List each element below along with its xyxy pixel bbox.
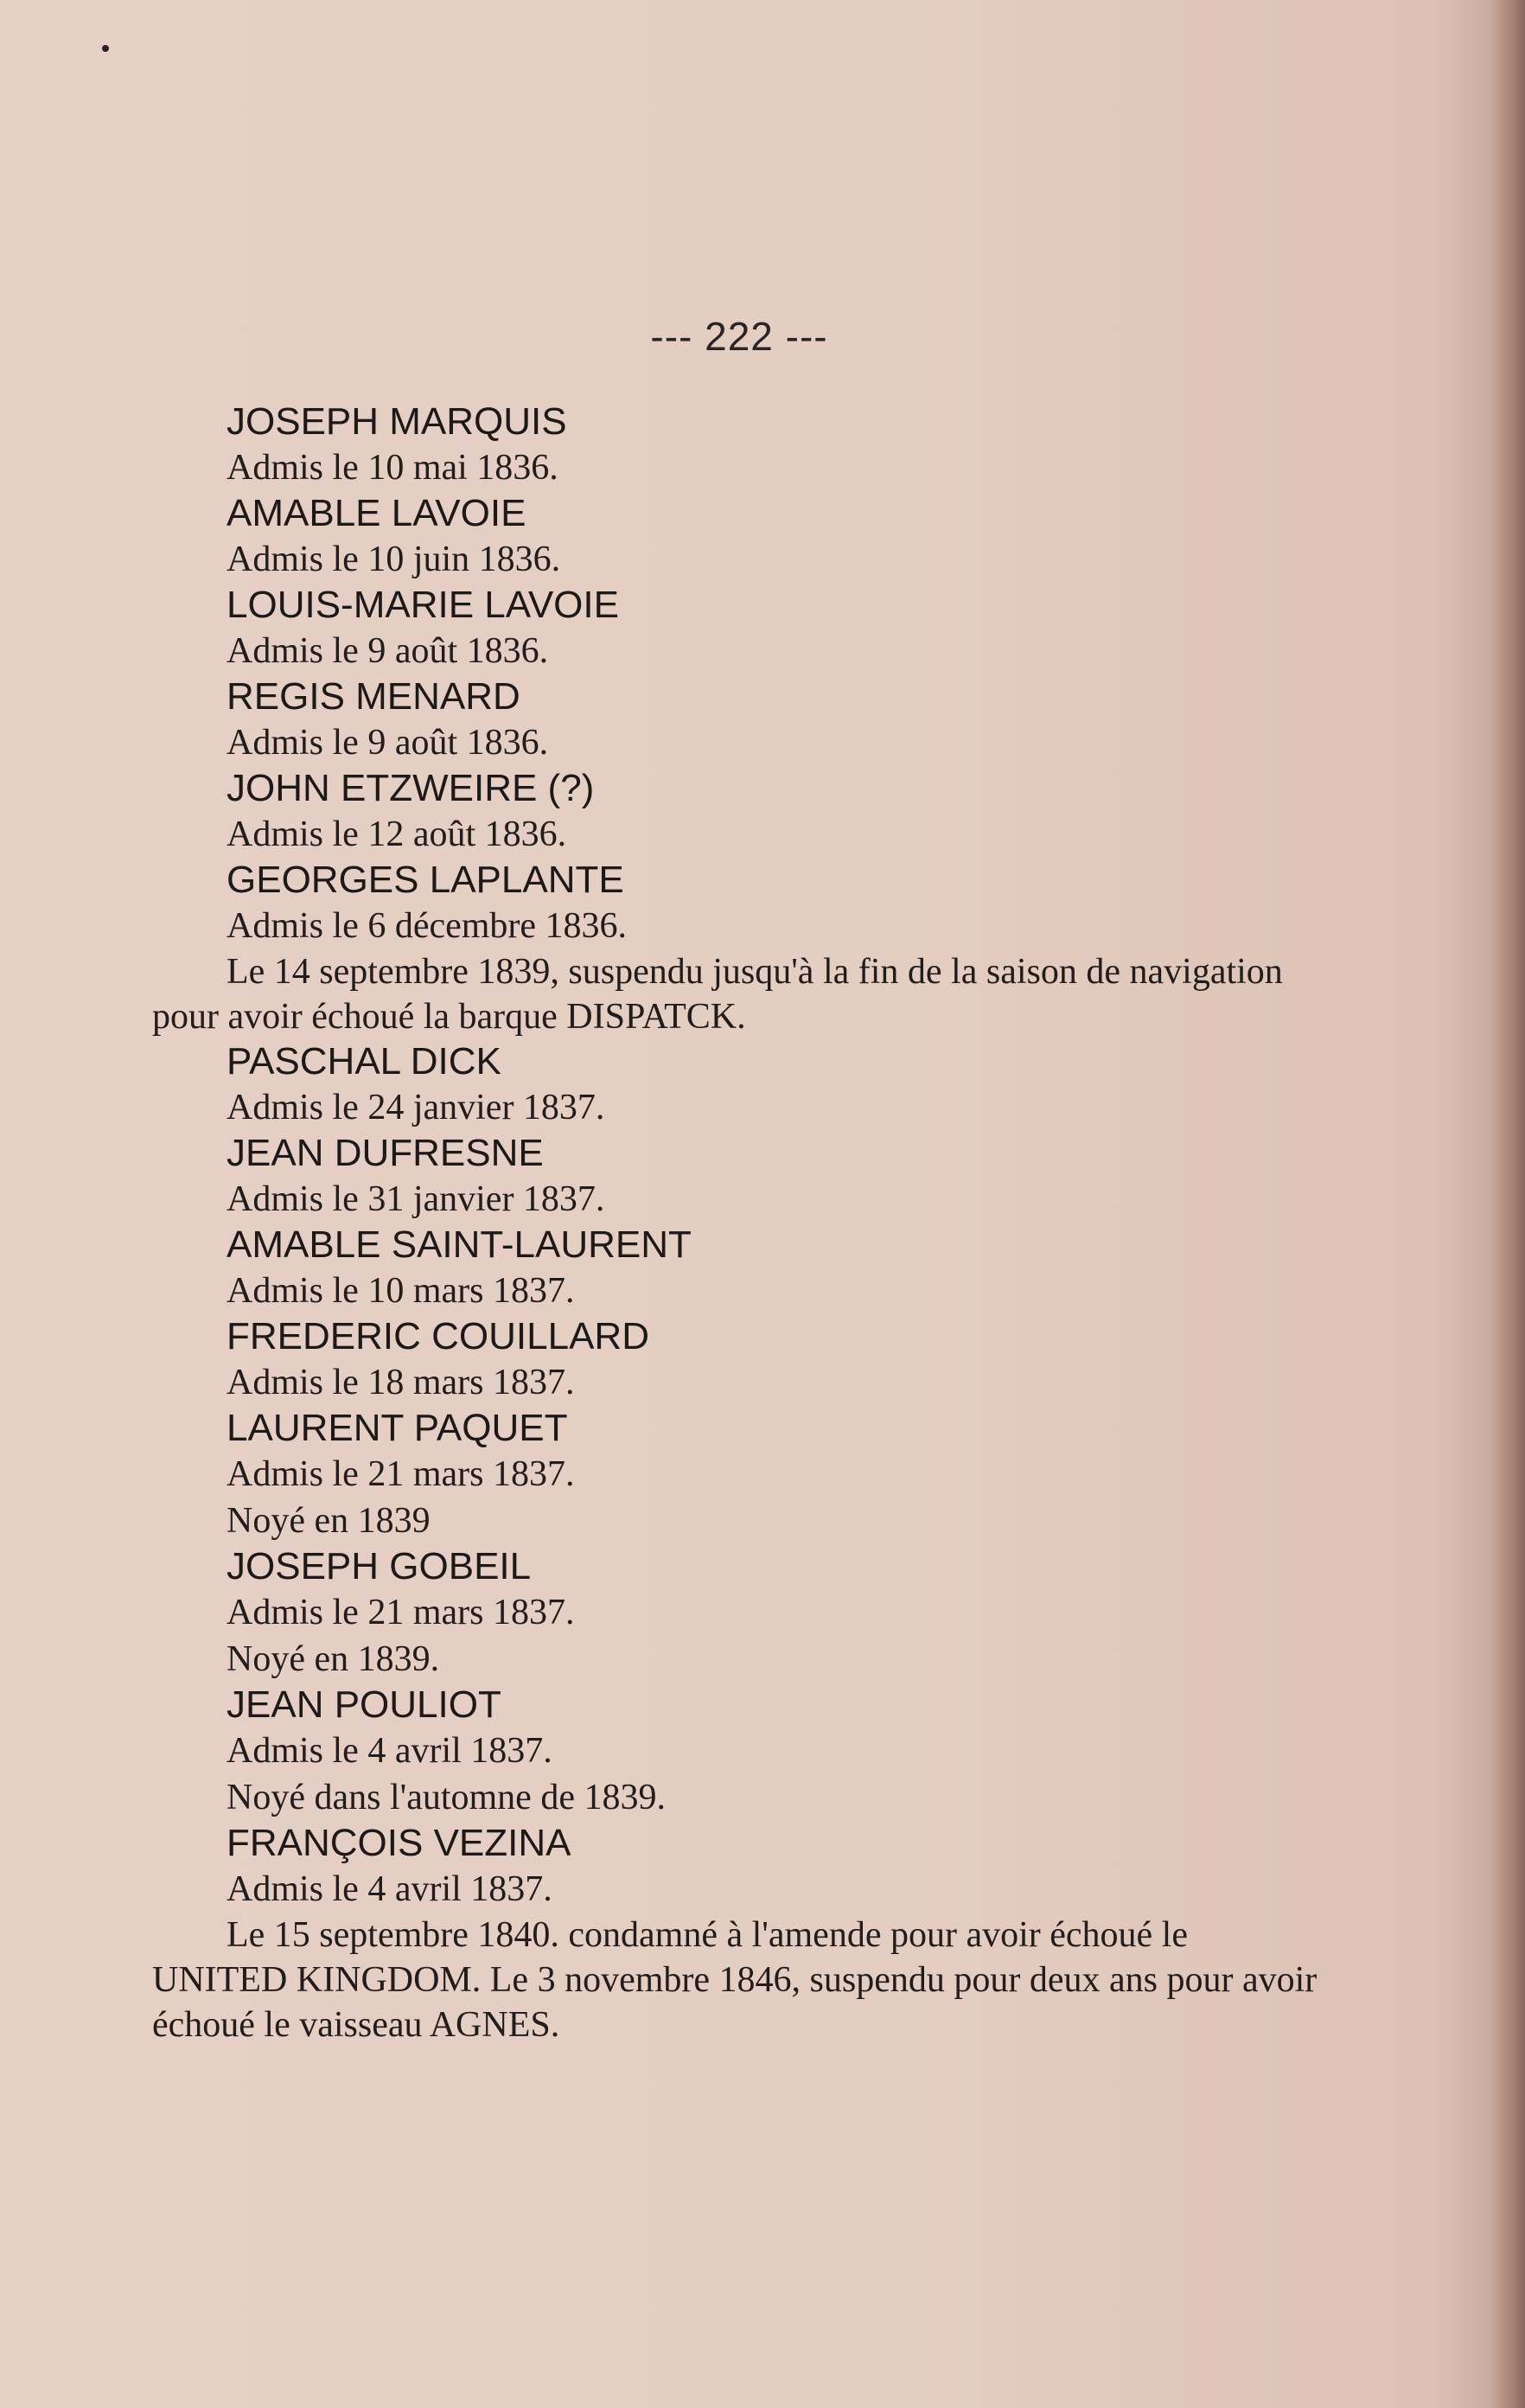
pilot-entry xyxy=(152,583,1328,674)
admission-date: Admis le 18 mars 1837. xyxy=(227,1363,575,1402)
pilot-entry xyxy=(152,766,1328,858)
pilot-name: AMABLE LAVOIE xyxy=(227,492,526,534)
pilot-entry xyxy=(152,1683,1328,1821)
pilot-name: AMABLE SAINT-LAURENT xyxy=(227,1223,692,1266)
pilot-entry xyxy=(152,1314,1328,1406)
pilot-name: FRANÇOIS VEZINA xyxy=(227,1822,571,1864)
admission-date: Admis le 9 août 1836. xyxy=(227,723,549,763)
pilot-name: FREDERIC COUILLARD xyxy=(227,1315,649,1357)
pilot-entry xyxy=(152,491,1328,583)
pilot-name: PASCHAL DICK xyxy=(227,1040,501,1083)
pilot-entry xyxy=(152,1406,1328,1544)
entry-note: Le 14 septembre 1839, suspendu jusqu'à la fin de la saison de navigation pour avoir échoué la barque DISPATCK. xyxy=(152,952,1283,1037)
entry-remark: Noyé en 1839 xyxy=(227,1501,431,1541)
entry-note: Le 15 septembre 1840. condamné à l'amende pour avoir échoué le UNITED KINGDOM. Le 3 novembre 1846, suspendu pour deux ans pour avoir échoué le vaisseau AGNES. xyxy=(152,1915,1318,2045)
pilot-entry xyxy=(152,1544,1328,1683)
pilot-name: JOSEPH MARQUIS xyxy=(227,400,567,443)
pilot-name: JOSEPH GOBEIL xyxy=(227,1545,532,1587)
entry-remark: Noyé dans l'automne de 1839. xyxy=(227,1778,666,1817)
ink-speck xyxy=(102,45,109,52)
admission-date: Admis le 4 avril 1837. xyxy=(227,1869,552,1909)
pilot-name: JEAN DUFRESNE xyxy=(227,1132,544,1174)
pilot-entry xyxy=(152,1131,1328,1223)
pilot-name: LOUIS-MARIE LAVOIE xyxy=(227,584,619,626)
admission-date: Admis le 31 janvier 1837. xyxy=(227,1179,605,1219)
page-number: --- 222 --- xyxy=(650,314,828,359)
admission-date: Admis le 4 avril 1837. xyxy=(227,1731,552,1771)
admission-date: Admis le 10 mars 1837. xyxy=(227,1271,575,1311)
pilot-name: REGIS MENARD xyxy=(227,675,520,718)
admission-date: Admis le 24 janvier 1837. xyxy=(227,1088,605,1127)
page-edge-shadow xyxy=(1490,0,1525,2408)
admission-date: Admis le 9 août 1836. xyxy=(227,631,549,671)
entry-remark: Noyé en 1839. xyxy=(227,1639,440,1679)
pilot-entry xyxy=(152,674,1328,766)
admission-date: Admis le 10 juin 1836. xyxy=(227,540,561,579)
pilot-name: LAURENT PAQUET xyxy=(227,1407,568,1449)
pilot-entry xyxy=(152,399,1328,491)
admission-date: Admis le 10 mai 1836. xyxy=(227,448,558,488)
pilot-entry xyxy=(152,1039,1328,1131)
page-body xyxy=(152,399,1328,2047)
pilot-name: JOHN ETZWEIRE (?) xyxy=(227,767,595,809)
admission-date: Admis le 21 mars 1837. xyxy=(227,1593,575,1632)
admission-date: Admis le 21 mars 1837. xyxy=(227,1454,575,1494)
admission-date: Admis le 12 août 1836. xyxy=(227,814,567,854)
admission-date: Admis le 6 décembre 1836. xyxy=(227,906,628,946)
pilot-entry xyxy=(152,858,1328,1039)
pilot-name: JEAN POULIOT xyxy=(227,1683,501,1726)
pilot-entry xyxy=(152,1821,1328,2047)
pilot-entry xyxy=(152,1223,1328,1314)
pilot-name: GEORGES LAPLANTE xyxy=(227,859,624,901)
